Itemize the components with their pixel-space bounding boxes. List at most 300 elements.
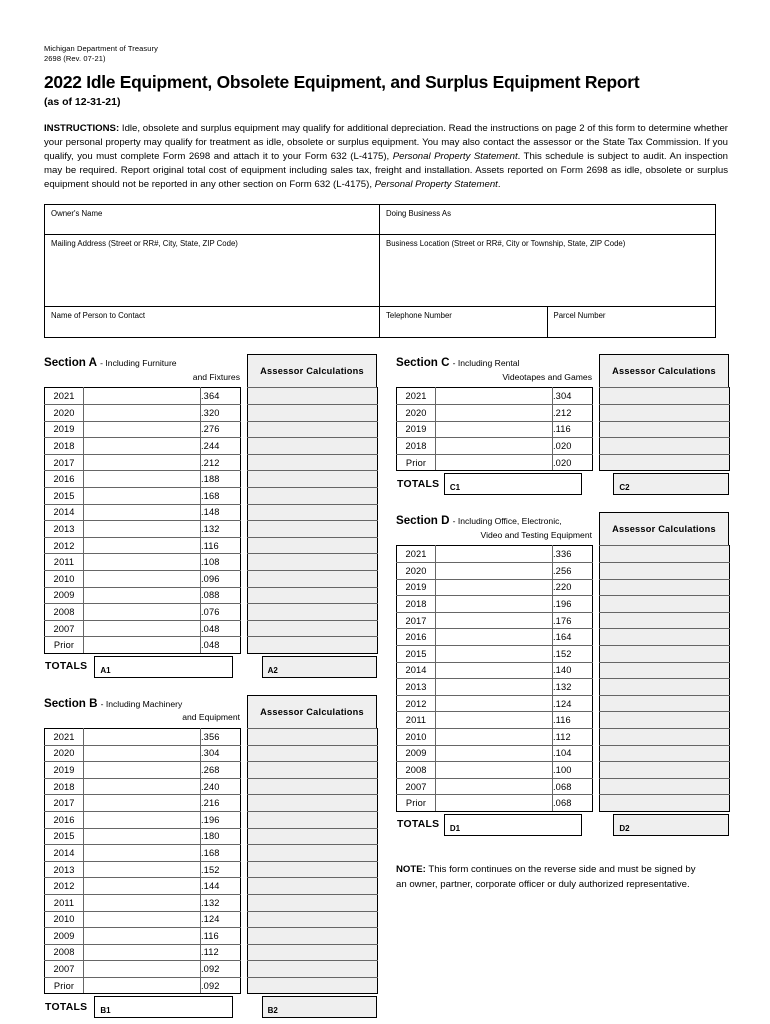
cost-entry-cell[interactable] <box>84 637 201 654</box>
assessor-calculation-cell[interactable] <box>248 537 378 554</box>
contact-name-label: Name of Person to Contact <box>51 311 146 321</box>
cost-entry-cell[interactable] <box>436 778 553 795</box>
multiplier-cell: .196 <box>201 811 241 828</box>
table-row <box>397 662 730 679</box>
table-row <box>45 405 378 422</box>
multiplier-cell: .364 <box>201 388 241 405</box>
year-cell: Prior <box>45 637 84 654</box>
cost-entry-cell[interactable] <box>84 928 201 945</box>
gap-cell <box>593 612 600 629</box>
gap-cell <box>593 438 600 455</box>
section-c-table <box>396 387 730 471</box>
table-row <box>45 811 378 828</box>
section-c-title-wrap <box>396 354 592 383</box>
table-row <box>45 928 378 945</box>
assessor-calculation-cell[interactable] <box>248 471 378 488</box>
assessor-calculation-cell[interactable] <box>248 762 378 779</box>
assessor-calculation-cell[interactable] <box>600 438 730 455</box>
assessor-calculation-cell[interactable] <box>248 504 378 521</box>
assessor-calculation-cell[interactable] <box>600 612 730 629</box>
year-cell: 2014 <box>397 662 436 679</box>
cost-entry-cell[interactable] <box>84 811 201 828</box>
table-row <box>45 587 378 604</box>
assessor-calculation-cell[interactable] <box>600 405 730 422</box>
table-row <box>45 845 378 862</box>
year-cell: 2008 <box>45 944 84 961</box>
instructions-paragraph <box>44 122 728 192</box>
gap-cell <box>593 596 600 613</box>
assessor-calculation-cell[interactable] <box>248 845 378 862</box>
year-cell: 2012 <box>397 695 436 712</box>
gap-cell <box>241 828 248 845</box>
assessor-calculation-cell[interactable] <box>248 405 378 422</box>
doing-business-as-label: Doing Business As <box>386 209 452 219</box>
section-b-totals-spacer <box>233 996 262 1018</box>
gap-cell <box>241 745 248 762</box>
cost-entry-cell[interactable] <box>84 388 201 405</box>
right-column <box>396 354 729 1018</box>
gap-cell <box>593 662 600 679</box>
year-cell: 2015 <box>397 646 436 663</box>
cost-entry-cell[interactable] <box>436 612 553 629</box>
cost-entry-cell[interactable] <box>84 405 201 422</box>
section-c-assessor-total[interactable] <box>613 473 729 495</box>
section-a-title <box>44 356 240 371</box>
cost-entry-cell[interactable] <box>84 438 201 455</box>
cost-entry-cell[interactable] <box>436 388 553 405</box>
cost-entry-cell[interactable] <box>84 861 201 878</box>
assessor-calculation-cell[interactable] <box>600 712 730 729</box>
cost-entry-cell[interactable] <box>436 745 553 762</box>
year-cell: 2021 <box>45 728 84 745</box>
year-cell: 2010 <box>45 571 84 588</box>
note-label: NOTE: <box>396 863 426 875</box>
multiplier-cell: .168 <box>201 488 241 505</box>
parcel-number-label: Parcel Number <box>553 311 606 321</box>
section-d-total-code-2: D2 <box>619 823 630 833</box>
section-d-name: Section D <box>396 514 450 528</box>
cost-entry-cell[interactable] <box>436 728 553 745</box>
table-row <box>45 944 378 961</box>
gap-cell <box>241 811 248 828</box>
year-cell: 2018 <box>397 438 436 455</box>
cost-entry-cell[interactable] <box>436 762 553 779</box>
year-cell: 2011 <box>397 712 436 729</box>
cost-entry-cell[interactable] <box>436 712 553 729</box>
table-row <box>45 554 378 571</box>
assessor-calculation-cell[interactable] <box>600 596 730 613</box>
assessor-calculation-cell[interactable] <box>600 795 730 812</box>
section-a-assessor-total[interactable] <box>262 656 377 678</box>
section-d-title <box>396 514 592 529</box>
multiplier-cell: .116 <box>201 537 241 554</box>
assessor-calculation-cell[interactable] <box>248 388 378 405</box>
year-cell: 2013 <box>45 861 84 878</box>
gap-cell <box>241 587 248 604</box>
multiplier-cell: .116 <box>201 928 241 945</box>
assessor-calculation-cell[interactable] <box>600 778 730 795</box>
table-row <box>45 454 378 471</box>
section-c-assessor-header: Assessor Calculations <box>599 354 729 387</box>
assessor-calculation-cell[interactable] <box>600 662 730 679</box>
table-row <box>45 795 378 812</box>
gap-cell <box>241 778 248 795</box>
assessor-calculation-cell[interactable] <box>600 728 730 745</box>
section-a-desc-1: - Including Furniture <box>100 358 177 369</box>
assessor-calculation-cell[interactable] <box>600 454 730 471</box>
table-row <box>45 637 378 654</box>
section-b-totals-row <box>44 996 377 1018</box>
left-column <box>44 354 377 1018</box>
year-cell: 2014 <box>45 504 84 521</box>
table-row <box>397 612 730 629</box>
multiplier-cell: .212 <box>201 454 241 471</box>
year-cell: 2016 <box>45 471 84 488</box>
cost-entry-cell[interactable] <box>84 894 201 911</box>
gap-cell <box>241 554 248 571</box>
cost-entry-cell[interactable] <box>436 662 553 679</box>
cost-entry-cell[interactable] <box>84 961 201 978</box>
multiplier-cell: .096 <box>201 571 241 588</box>
table-row <box>45 878 378 895</box>
assessor-calculation-cell[interactable] <box>600 546 730 563</box>
assessor-calculation-cell[interactable] <box>600 388 730 405</box>
section-c <box>396 354 729 495</box>
gap-cell <box>241 571 248 588</box>
gap-cell <box>593 695 600 712</box>
multiplier-cell: .132 <box>201 521 241 538</box>
multiplier-cell: .092 <box>201 961 241 978</box>
year-cell: 2019 <box>397 421 436 438</box>
section-b-assessor-total[interactable] <box>262 996 377 1018</box>
section-d-assessor-total[interactable] <box>613 814 729 836</box>
assessor-calculation-cell[interactable] <box>248 454 378 471</box>
parcel-number-field[interactable] <box>548 307 716 337</box>
section-b-desc-2: and Equipment <box>182 712 240 723</box>
multiplier-cell: .336 <box>553 546 593 563</box>
table-row <box>45 861 378 878</box>
owner-row-1 <box>45 205 715 235</box>
cost-entry-cell[interactable] <box>84 421 201 438</box>
instructions-text-1: Idle, obsolete and surplus equipment may qualify for additional depreciation. Read the instructions on page 2 of this form to determine whether your personal property may qualify for treatment as idle, obsolete or surplus equipment. You may also contact the assessor or the State Tax Commission. If you qualify, you must complete Form 2698 and attach it to your Form 632 (L-4175), <box>44 123 728 163</box>
multiplier-cell: .112 <box>553 728 593 745</box>
section-a-header <box>44 354 377 387</box>
gap-cell <box>241 878 248 895</box>
section-b-rows <box>45 728 378 994</box>
assessor-calculation-cell[interactable] <box>248 438 378 455</box>
section-b-totals-label: TOTALS <box>45 1001 88 1013</box>
cost-entry-cell[interactable] <box>84 878 201 895</box>
gap-cell <box>241 977 248 994</box>
multiplier-cell: .100 <box>553 762 593 779</box>
assessor-calculation-cell[interactable] <box>248 745 378 762</box>
gap-cell <box>593 454 600 471</box>
assessor-calculation-cell[interactable] <box>600 563 730 580</box>
year-cell: Prior <box>397 795 436 812</box>
section-b-total-input[interactable] <box>94 996 232 1018</box>
contact-name-field[interactable] <box>45 307 380 337</box>
cost-entry-cell[interactable] <box>84 488 201 505</box>
multiplier-cell: .244 <box>201 438 241 455</box>
section-d-desc-1: - Including Office, Electronic, <box>452 516 562 527</box>
year-cell: 2019 <box>45 421 84 438</box>
gap-cell <box>593 421 600 438</box>
cost-entry-cell[interactable] <box>436 795 553 812</box>
table-row <box>45 604 378 621</box>
assessor-calculation-cell[interactable] <box>248 587 378 604</box>
multiplier-cell: .124 <box>201 911 241 928</box>
section-a-total-input[interactable] <box>94 656 232 678</box>
gap-cell <box>593 546 600 563</box>
gap-cell <box>241 620 248 637</box>
multiplier-cell: .152 <box>553 646 593 663</box>
section-a <box>44 354 377 678</box>
gap-cell <box>241 421 248 438</box>
cost-entry-cell[interactable] <box>84 944 201 961</box>
gap-cell <box>241 604 248 621</box>
year-cell: 2017 <box>397 612 436 629</box>
multiplier-cell: .132 <box>201 894 241 911</box>
section-d-header <box>396 512 729 545</box>
cost-entry-cell[interactable] <box>84 795 201 812</box>
year-cell: 2021 <box>45 388 84 405</box>
multiplier-cell: .180 <box>201 828 241 845</box>
assessor-calculation-cell[interactable] <box>248 861 378 878</box>
assessor-calculation-cell[interactable] <box>248 961 378 978</box>
multiplier-cell: .020 <box>553 438 593 455</box>
cost-entry-cell[interactable] <box>436 563 553 580</box>
cost-entry-cell[interactable] <box>84 554 201 571</box>
year-cell: 2007 <box>45 620 84 637</box>
instructions-text-3: . <box>497 179 501 191</box>
section-d-total-code-1: D1 <box>449 823 461 833</box>
section-a-totals-label: TOTALS <box>45 661 88 673</box>
cost-entry-cell[interactable] <box>84 521 201 538</box>
multiplier-cell: .240 <box>201 778 241 795</box>
multiplier-cell: .116 <box>553 421 593 438</box>
multiplier-cell: .152 <box>201 861 241 878</box>
assessor-calculation-cell[interactable] <box>248 894 378 911</box>
multiplier-cell: .256 <box>553 563 593 580</box>
gap-cell <box>593 388 600 405</box>
section-a-totals-row <box>44 656 377 678</box>
gap-cell <box>241 438 248 455</box>
assessor-calculation-cell[interactable] <box>248 604 378 621</box>
year-cell: 2009 <box>397 745 436 762</box>
assessor-calculation-cell[interactable] <box>248 637 378 654</box>
year-cell: 2021 <box>397 546 436 563</box>
year-cell: 2010 <box>397 728 436 745</box>
cost-entry-cell[interactable] <box>84 845 201 862</box>
assessor-calculation-cell[interactable] <box>248 878 378 895</box>
gap-cell <box>593 712 600 729</box>
cost-entry-cell[interactable] <box>436 596 553 613</box>
cost-entry-cell[interactable] <box>436 646 553 663</box>
assessor-calculation-cell[interactable] <box>600 762 730 779</box>
cost-entry-cell[interactable] <box>436 579 553 596</box>
assessor-calculation-cell[interactable] <box>248 811 378 828</box>
assessor-calculation-cell[interactable] <box>248 571 378 588</box>
table-row <box>397 629 730 646</box>
instructions-italic-2: Personal Property Statement <box>374 179 498 191</box>
gap-cell <box>241 537 248 554</box>
section-d <box>396 512 729 836</box>
cost-entry-cell[interactable] <box>84 762 201 779</box>
assessor-calculation-cell[interactable] <box>248 554 378 571</box>
mailing-address-field[interactable] <box>45 235 380 307</box>
multiplier-cell: .216 <box>201 795 241 812</box>
section-b-total-code-2: B2 <box>267 1006 278 1016</box>
section-a-total-code-2: A2 <box>267 665 278 675</box>
cost-entry-cell[interactable] <box>84 504 201 521</box>
gap-cell <box>593 629 600 646</box>
assessor-calculation-cell[interactable] <box>248 928 378 945</box>
year-cell: 2018 <box>45 778 84 795</box>
section-d-title-wrap <box>396 512 592 541</box>
assessor-calculation-cell[interactable] <box>600 629 730 646</box>
table-row <box>397 695 730 712</box>
assessor-calculation-cell[interactable] <box>600 579 730 596</box>
multiplier-cell: .104 <box>553 745 593 762</box>
section-d-table <box>396 545 730 812</box>
cost-entry-cell[interactable] <box>84 471 201 488</box>
gap-cell <box>241 504 248 521</box>
section-c-totals-spacer <box>582 473 613 495</box>
assessor-calculation-cell[interactable] <box>248 521 378 538</box>
assessor-calculation-cell[interactable] <box>248 778 378 795</box>
gap-cell <box>593 679 600 696</box>
cost-entry-cell[interactable] <box>84 537 201 554</box>
gap-cell <box>241 894 248 911</box>
cost-entry-cell[interactable] <box>436 421 553 438</box>
year-cell: 2015 <box>45 828 84 845</box>
multiplier-cell: .020 <box>553 454 593 471</box>
assessor-calculation-cell[interactable] <box>248 911 378 928</box>
doing-business-as-field[interactable] <box>380 205 715 235</box>
year-cell: 2008 <box>45 604 84 621</box>
cost-entry-cell[interactable] <box>436 405 553 422</box>
cost-entry-cell[interactable] <box>84 778 201 795</box>
table-row <box>397 728 730 745</box>
assessor-calculation-cell[interactable] <box>600 679 730 696</box>
multiplier-cell: .220 <box>553 579 593 596</box>
cost-entry-cell[interactable] <box>436 546 553 563</box>
section-d-totals-spacer <box>582 814 613 836</box>
page-title: 2022 Idle Equipment, Obsolete Equipment, and Surplus Equipment Report <box>44 72 640 92</box>
cost-entry-cell[interactable] <box>84 604 201 621</box>
table-row <box>397 405 730 422</box>
table-row <box>397 388 730 405</box>
year-cell: 2020 <box>45 745 84 762</box>
cost-entry-cell[interactable] <box>436 629 553 646</box>
cost-entry-cell[interactable] <box>84 571 201 588</box>
table-row <box>45 471 378 488</box>
assessor-calculation-cell[interactable] <box>600 695 730 712</box>
multiplier-cell: .188 <box>201 471 241 488</box>
form-number: 2698 (Rev. 07-21) <box>44 53 106 63</box>
cost-entry-cell[interactable] <box>84 828 201 845</box>
assessor-calculation-cell[interactable] <box>248 944 378 961</box>
multiplier-cell: .068 <box>553 778 593 795</box>
cost-entry-cell[interactable] <box>436 454 553 471</box>
section-b <box>44 695 377 1019</box>
cost-entry-cell[interactable] <box>84 454 201 471</box>
cost-entry-cell[interactable] <box>436 438 553 455</box>
sections-container <box>44 354 730 1018</box>
gap-cell <box>241 454 248 471</box>
section-c-title <box>396 356 592 371</box>
assessor-calculation-cell[interactable] <box>248 728 378 745</box>
multiplier-cell: .116 <box>553 712 593 729</box>
multiplier-cell: .304 <box>201 745 241 762</box>
gap-cell <box>241 795 248 812</box>
table-row <box>397 563 730 580</box>
table-row <box>45 438 378 455</box>
table-row <box>45 521 378 538</box>
cost-entry-cell[interactable] <box>436 695 553 712</box>
gap-cell <box>241 961 248 978</box>
telephone-number-field[interactable] <box>380 307 548 337</box>
assessor-calculation-cell[interactable] <box>600 745 730 762</box>
year-cell: 2013 <box>45 521 84 538</box>
table-row <box>45 421 378 438</box>
assessor-calculation-cell[interactable] <box>248 828 378 845</box>
table-row <box>397 438 730 455</box>
assessor-calculation-cell[interactable] <box>600 646 730 663</box>
multiplier-cell: .068 <box>553 795 593 812</box>
cost-entry-cell[interactable] <box>84 620 201 637</box>
owners-name-field[interactable] <box>45 205 380 235</box>
cost-entry-cell[interactable] <box>84 728 201 745</box>
gap-cell <box>241 762 248 779</box>
business-location-label: Business Location (Street or RR#, City or Township, State, ZIP Code) <box>386 239 626 249</box>
assessor-calculation-cell[interactable] <box>248 620 378 637</box>
instructions-italic-1: Personal Property Statement <box>392 151 518 163</box>
year-cell: 2007 <box>397 778 436 795</box>
assessor-calculation-cell[interactable] <box>248 977 378 994</box>
gap-cell <box>593 778 600 795</box>
year-cell: 2014 <box>45 845 84 862</box>
assessor-calculation-cell[interactable] <box>248 488 378 505</box>
cost-entry-cell[interactable] <box>436 679 553 696</box>
multiplier-cell: .168 <box>201 845 241 862</box>
gap-cell <box>241 388 248 405</box>
assessor-calculation-cell[interactable] <box>248 421 378 438</box>
multiplier-cell: .196 <box>553 596 593 613</box>
table-row <box>45 488 378 505</box>
assessor-calculation-cell[interactable] <box>600 421 730 438</box>
cost-entry-cell[interactable] <box>84 911 201 928</box>
section-a-name: Section A <box>44 356 98 370</box>
multiplier-cell: .140 <box>553 662 593 679</box>
owner-information-box <box>44 204 716 338</box>
assessor-calculation-cell[interactable] <box>248 795 378 812</box>
section-c-totals-label: TOTALS <box>397 478 440 490</box>
business-location-field[interactable] <box>380 235 715 307</box>
cost-entry-cell[interactable] <box>84 977 201 994</box>
cost-entry-cell[interactable] <box>84 587 201 604</box>
section-c-total-input[interactable] <box>444 473 583 495</box>
section-b-table <box>44 728 378 995</box>
section-b-name: Section B <box>44 696 98 710</box>
section-a-totals-spacer <box>233 656 262 678</box>
cost-entry-cell[interactable] <box>84 745 201 762</box>
year-cell: 2012 <box>45 537 84 554</box>
agency-header <box>44 44 730 63</box>
section-d-total-input[interactable] <box>444 814 583 836</box>
table-row <box>45 894 378 911</box>
multiplier-cell: .304 <box>553 388 593 405</box>
